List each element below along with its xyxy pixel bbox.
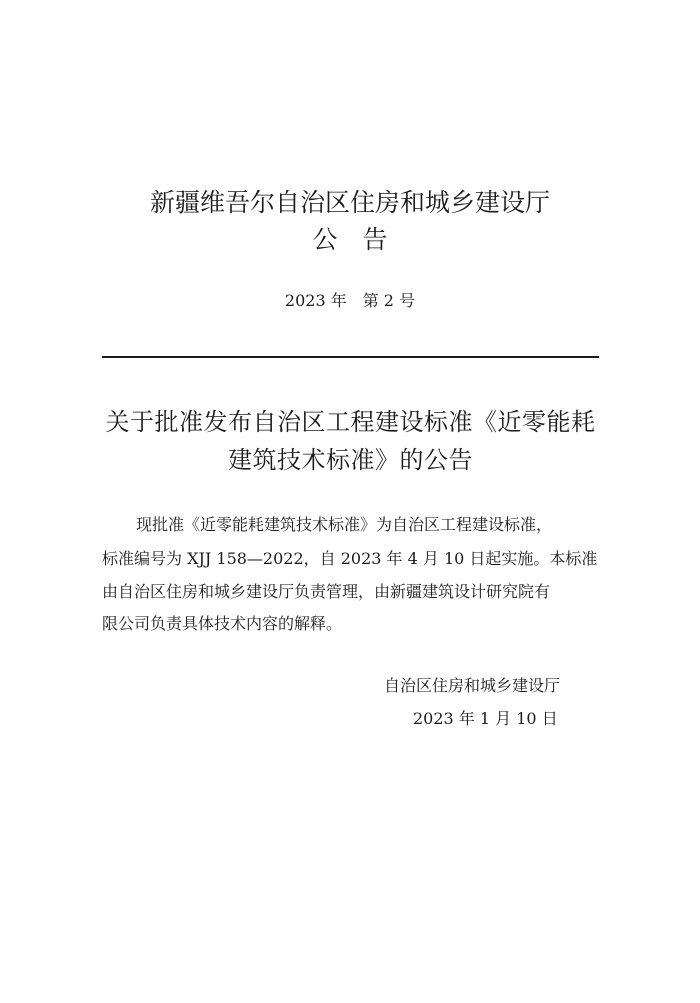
announcement-title-line-2: 建筑技术标准》的公告 xyxy=(228,446,473,474)
issuer-name: 新疆维吾尔自治区住房和城乡建设厅 xyxy=(149,188,550,217)
notice-heading: 公 告 xyxy=(312,225,388,254)
body-text-line-3: 由自治区住房和城乡建设厅负责管理，由新疆建筑设计研究院有 xyxy=(102,582,551,601)
body-text-line-1: 现批准《近零能耗建筑技术标准》为自治区工程建设标准， xyxy=(136,515,553,534)
signature-date: 2023 年 1 月 10 日 xyxy=(413,709,558,728)
signature-organization: 自治区住房和城乡建设厅 xyxy=(384,676,561,695)
body-text-line-2: 标准编号为 XJJ 158—2022，自 2023 年 4 月 10 日起实施。本标准 xyxy=(102,549,598,568)
document-number: 2023 年 第 2 号 xyxy=(284,291,416,310)
header-divider xyxy=(102,356,599,358)
body-text-line-4: 限公司负责具体技术内容的解释。 xyxy=(102,614,343,633)
announcement-title-line-1: 关于批准发布自治区工程建设标准《近零能耗 xyxy=(105,408,596,436)
